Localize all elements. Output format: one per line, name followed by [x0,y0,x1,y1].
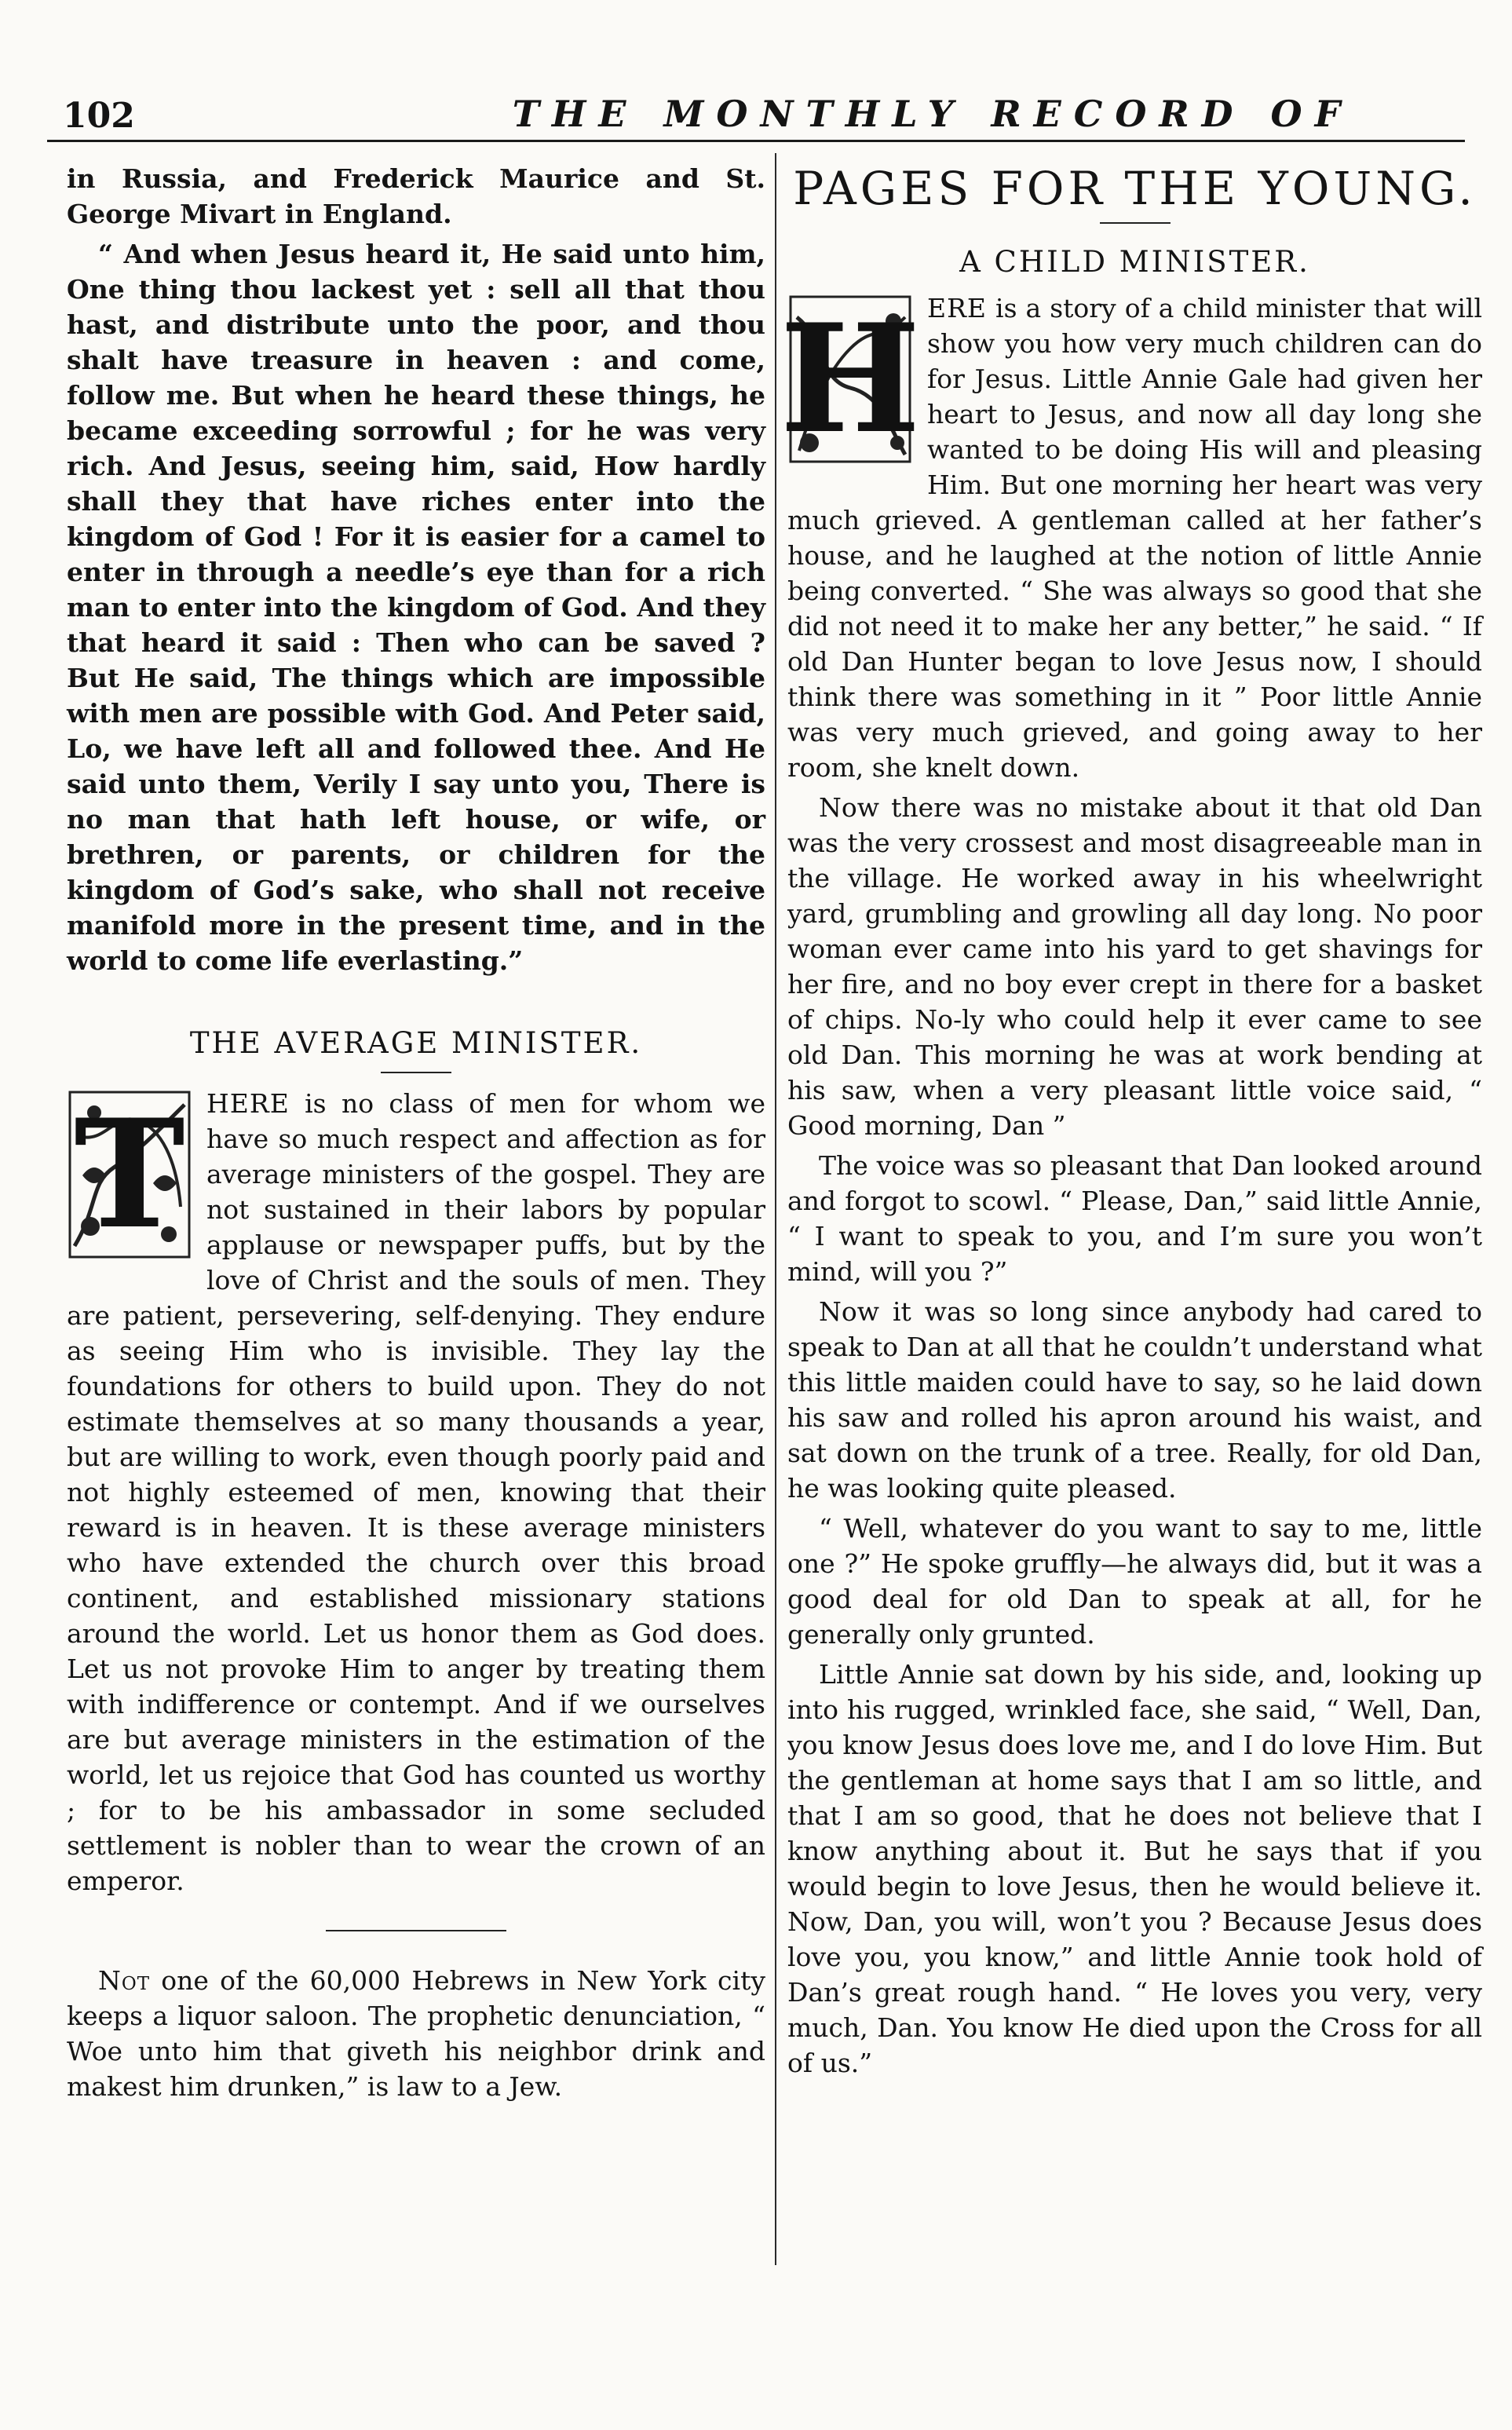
running-head: THE MONTHLY RECORD OF [512,93,1353,135]
note-lead-word: Not [98,1965,151,1996]
story-first-text: is a story of a child minister that will show you how very much children can do for Jesus. Little Annie Gale had given her heart to Jesus, and now all day long she wanted to be doing His will and pleasing Him. But one morning her heart was very much grieved. A gentleman called at her father’s house, and he laughed at the notion of little Annie being converted. “ She was always so good that she did not need it to make her any better,” he said. “ If old Dan Hunter began to love Jesus now, I should think there was something in it ” Poor little Annie was very much grieved, and going away to her room, she knelt down. [787,293,1482,783]
title-rule [1100,222,1171,224]
left-column [67,161,765,2109]
story-first-paragraph [780,291,1482,785]
story-paragraph: Now there was no mistake about it that old Dan was the very crossest and most disagreeable man in the village. He worked away in his wheelwright yard, grumbling and growling all day long. No poor woman ever came into his yard to get shavings for her fire, and no boy ever crept in there for a basket of chips. No-ly who could help it ever came to see old Dan. This morning he was at work bending at his saw, when a very pleasant little voice said, “ Good morning, Dan ” [787,792,1482,1141]
page-number: 102 [63,96,135,136]
lead-in-word: HERE [206,1088,290,1119]
right-column [780,161,1482,2085]
continuation-paragraph: in Russia, and Frederick Maurice and St. George Mivart in England. [67,163,765,229]
scripture-quote-paragraph: “ And when Jesus heard it, He said unto him, One thing thou lackest yet : sell all that thou hast, and distribute unto the poor, and thou shalt have treasure in heaven : and come, follow me. But when he heard these things, he became exceeding sorrowful ; for he was very rich. And Jesus, seeing him, said, How hardly shall they that have riches enter into the kingdom of God ! For it is easier for a camel to enter in through a needle’s eye than for a rich man to enter into the kingdom of God. And they that heard it said : Then who can be saved ? But He said, The things which are impossible with men are possible with God. And Peter said, Lo, we have left all and followed thee. And He said unto them, Verily I say unto you, There is no man that hath left house, or wife, or brethren, or parents, or children for the kingdom of God’s sake, who shall not receive manifold more in the present time, and in the world to come life everlasting.” [67,239,765,976]
title-rule [381,1072,451,1073]
hebrews-note-text: one of the 60,000 Hebrews in New York city keeps a liquor saloon. The prophetic denunciation, “ Woe unto him that giveth his neighbor drink and makest him drunken,” is law to a Jew. [67,1965,765,2102]
pages-for-the-young-title: PAGES FOR THE YOUNG. [793,162,1477,215]
section-title-average-minister: THE AVERAGE MINISTER. [189,1026,643,1060]
drop-cap-letter: H [780,291,921,466]
story-paragraph: “ Well, whatever do you want to say to me, little one ?” He spoke gruffly—he always did, but it was a good deal for old Dan to speak at all, for he generally only grunted. [787,1513,1482,1650]
story-paragraph: The voice was so pleasant that Dan looked around and forgot to scowl. “ Please, Dan,” said little Annie, “ I want to speak to you, and I’m sure you won’t mind, will you ?” [787,1150,1482,1287]
story-paragraph: Little Annie sat down by his side, and, looking up into his rugged, wrinkled face, she said, “ Well, Dan, you know Jesus does love me, and I do love Him. But the gentleman at home says that I am so little, and that I am so good, that he does not believe that I know anything about it. But he says that if you would begin to love Jesus, then he would believe it. Now, Dan, you will, won’t you ? Because Jesus does love you, you know,” and little Annie took hold of Dan’s great rough hand. “ He loves you very, very much, Dan. You know He died upon the Cross for all of us.” [787,1659,1482,2078]
story-paragraph: Now it was so long since anybody had cared to speak to Dan at all that he couldn’t understand what this little maiden could have to say, so he laid down his saw and rolled his apron around his waist, and sat down on the trunk of a tree. Really, for old Dan, he was looking quite pleased. [787,1296,1482,1504]
page-header [47,93,1465,142]
lead-in-word: ERE [927,293,988,323]
average-minister-paragraph [67,1086,765,1898]
ornamental-drop-cap [780,291,921,466]
drop-cap-letter: T [74,1087,185,1262]
average-minister-text: is no class of men for whom we have so much respect and affection as for average ministers of the gospel. They are not sustained in their labors by popular applause or newspaper puffs, but by the love of Christ and the souls of men. They are patient, persevering, self-denying. They endure as seeing Him who is invisible. They lay the foundations for others to build upon. They do not estimate themselves at so many thousands a year, but are willing to work, even though poorly paid and not highly esteemed of men, knowing that their reward is in heaven. It is these average ministers who have extended the church over this broad continent, and established missionary stations around the world. Let us honor them as God does. Let us not provoke Him to anger by treating them with indifference or contempt. And if we ourselves are but average ministers in the estimation of the world, let us rejoice that God has counted us worthy ; for to be his ambassador in some secluded settlement is nobler than to wear the crown of an emperor. [67,1088,765,1896]
column-divider [775,153,776,2265]
story-title: A CHILD MINISTER. [959,245,1310,279]
section-separator [326,1930,506,1931]
ornamental-drop-cap [67,1089,192,1260]
hebrews-note-paragraph [67,1963,765,2104]
